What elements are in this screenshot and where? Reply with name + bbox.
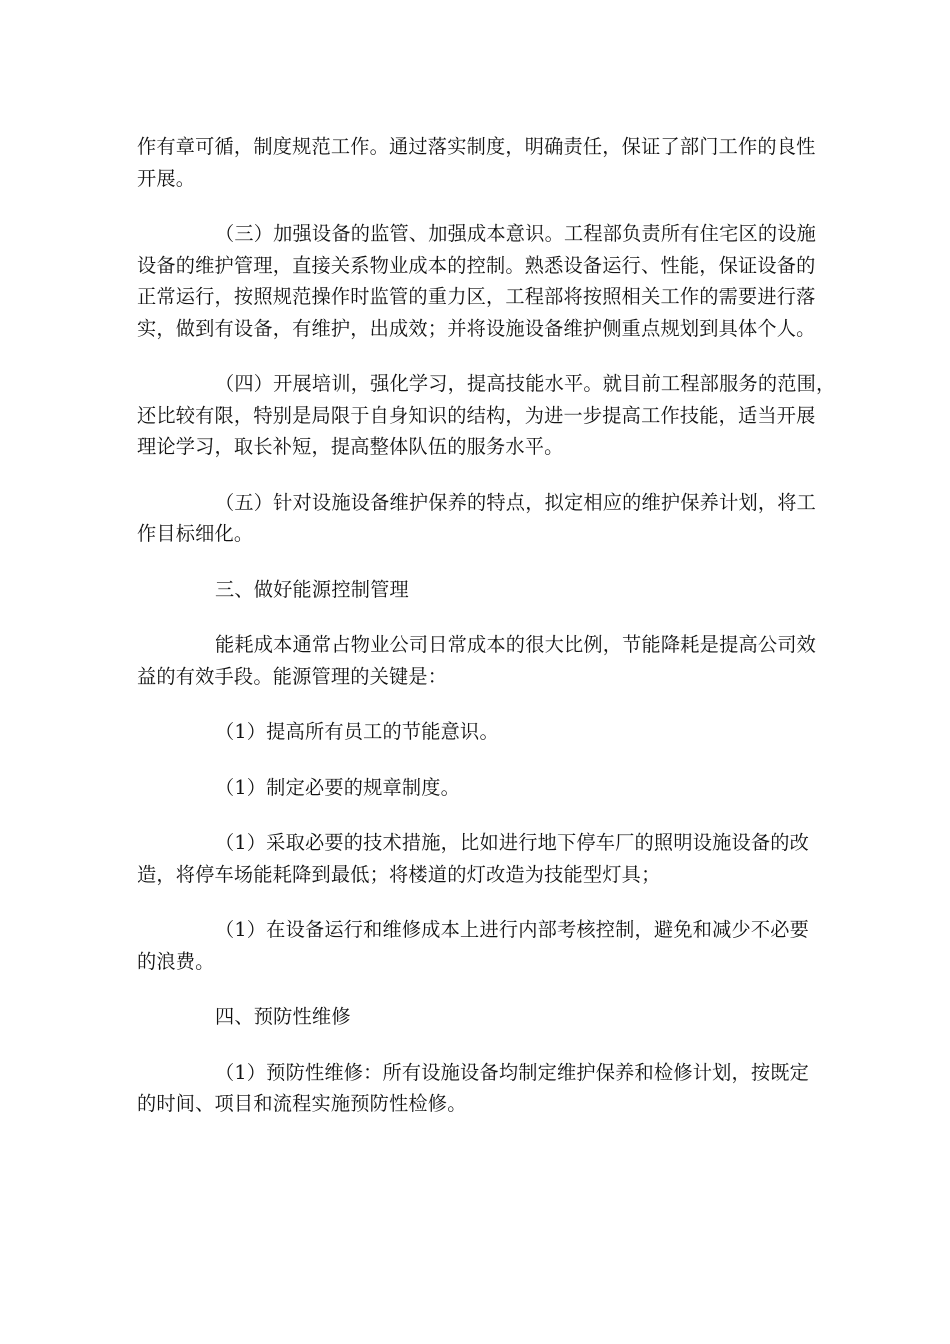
paragraph-line: 理论学习，取长补短，提高整体队伍的服务水平。 <box>137 435 564 458</box>
paragraph-line: 三、做好能源控制管理 <box>215 577 409 601</box>
paragraph-line: 益的有效手段。能源管理的关键是： <box>137 664 448 688</box>
paragraph-line: （1）采取必要的技术措施，比如进行地下停车厂的照明设施设备的改 <box>215 831 810 854</box>
paragraph-line: 还比较有限，特别是局限于自身知识的结构，为进一步提高工作技能，适当开展 <box>137 403 816 427</box>
paragraph-line: 四、预防性维修 <box>215 1005 351 1028</box>
paragraph <box>137 716 813 748</box>
paragraph-line: 作有章可循，制度规范工作。通过落实制度，明确责任，保证了部门工作的良性 <box>137 135 816 158</box>
paragraph-line: 正常运行，按照规范操作时监管的重力区，工程部将按照相关工作的需要进行落 <box>137 285 816 308</box>
paragraph-line: 开展。 <box>137 166 196 190</box>
paragraph-line: （四）开展培训，强化学习，提高技能水平。就目前工程部服务的范围， <box>215 372 836 395</box>
paragraph <box>137 131 816 194</box>
paragraph-line: （1）制定必要的规章制度。 <box>215 775 461 799</box>
paragraph-line: 造，将停车场能耗降到最低；将楼道的灯改造为技能型灯具； <box>137 862 661 886</box>
paragraph <box>137 772 813 804</box>
paragraph-line: （五）针对设施设备维护保养的特点，拟定相应的维护保养计划，将工 <box>215 490 817 514</box>
paragraph <box>137 487 817 550</box>
paragraph <box>137 1057 813 1120</box>
paragraph <box>137 1001 813 1033</box>
paragraph <box>137 827 813 890</box>
paragraph-line: （1）预防性维修：所有设施设备均制定维护保养和检修计划，按既定 <box>215 1060 810 1084</box>
paragraph-line: （1）在设备运行和维修成本上进行内部考核控制，避免和减少不必要 <box>215 918 810 941</box>
paragraph <box>137 629 817 692</box>
paragraph-line: 实，做到有设备，有维护，出成效；并将设施设备维护侧重点规划到具体个人。 <box>137 316 816 340</box>
paragraph-line: 的时间、项目和流程实施预防性检修。 <box>137 1092 467 1115</box>
paragraph-line: 的浪费。 <box>137 949 215 973</box>
paragraph-line: （三）加强设备的监管、加强成本意识。工程部负责所有住宅区的设施 <box>215 222 817 245</box>
paragraph <box>137 574 813 606</box>
paragraph <box>137 218 817 344</box>
paragraph-line: 能耗成本通常占物业公司日常成本的很大比例，节能降耗是提高公司效 <box>215 633 817 656</box>
paragraph-line: 作目标细化。 <box>137 522 254 545</box>
paragraph-line: （1）提高所有员工的节能意识。 <box>215 720 499 743</box>
paragraph <box>137 368 836 463</box>
paragraph-line: 设备的维护管理，直接关系物业成本的控制。熟悉设备运行、性能，保证设备的 <box>137 253 816 277</box>
document-body <box>137 131 836 1144</box>
paragraph <box>137 914 813 977</box>
